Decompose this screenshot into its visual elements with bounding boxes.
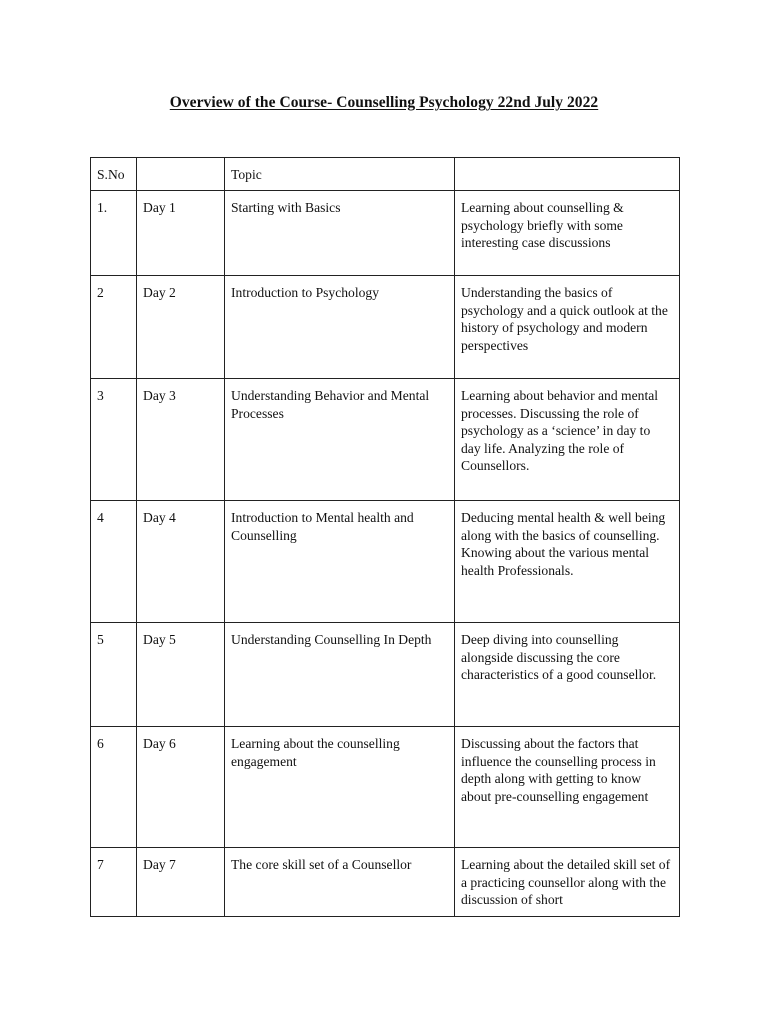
cell-topic: Learning about the counselling engagement [225,727,455,848]
cell-description: Learning about the detailed skill set of a practicing counsellor along with the discussion of short [455,848,680,917]
cell-description: Learning about counselling & psychology briefly with some interesting case discussions [455,191,680,276]
cell-description: Discussing about the factors that influence the counselling process in depth along with getting to know about pre-counselling engagement [455,727,680,848]
table-row [91,276,680,379]
table-row [91,379,680,501]
table-row [91,501,680,623]
cell-day: Day 6 [137,727,225,848]
cell-sno: 2 [91,276,137,379]
header-description [455,158,680,191]
cell-topic: Introduction to Psychology [225,276,455,379]
cell-day: Day 5 [137,623,225,727]
header-topic: Topic [225,158,455,191]
header-sno: S.No [91,158,137,191]
cell-topic: Understanding Counselling In Depth [225,623,455,727]
cell-sno: 3 [91,379,137,501]
table-header-row [91,158,680,191]
table-row [91,623,680,727]
cell-day: Day 3 [137,379,225,501]
cell-day: Day 1 [137,191,225,276]
page-title: Overview of the Course- Counselling Psychology 22nd July 2022 [169,94,599,111]
cell-day: Day 7 [137,848,225,917]
course-schedule-table [90,157,680,917]
cell-sno: 4 [91,501,137,623]
cell-description: Deep diving into counselling alongside discussing the core characteristics of a good counsellor. [455,623,680,727]
cell-description: Understanding the basics of psychology and a quick outlook at the history of psychology and modern perspectives [455,276,680,379]
cell-sno: 7 [91,848,137,917]
cell-topic: Starting with Basics [225,191,455,276]
cell-day: Day 4 [137,501,225,623]
table-row [91,848,680,917]
cell-sno: 5 [91,623,137,727]
table-row [91,727,680,848]
cell-description: Deducing mental health & well being along with the basics of counselling. Knowing about the various mental health Professionals. [455,501,680,623]
table-row [91,191,680,276]
cell-sno: 6 [91,727,137,848]
cell-day: Day 2 [137,276,225,379]
cell-topic: Introduction to Mental health and Counselling [225,501,455,623]
cell-topic: The core skill set of a Counsellor [225,848,455,917]
header-day [137,158,225,191]
cell-sno: 1. [91,191,137,276]
cell-description: Learning about behavior and mental processes. Discussing the role of psychology as a ‘science’ in day to day life. Analyzing the role of Counsellors. [455,379,680,501]
cell-topic: Understanding Behavior and Mental Processes [225,379,455,501]
